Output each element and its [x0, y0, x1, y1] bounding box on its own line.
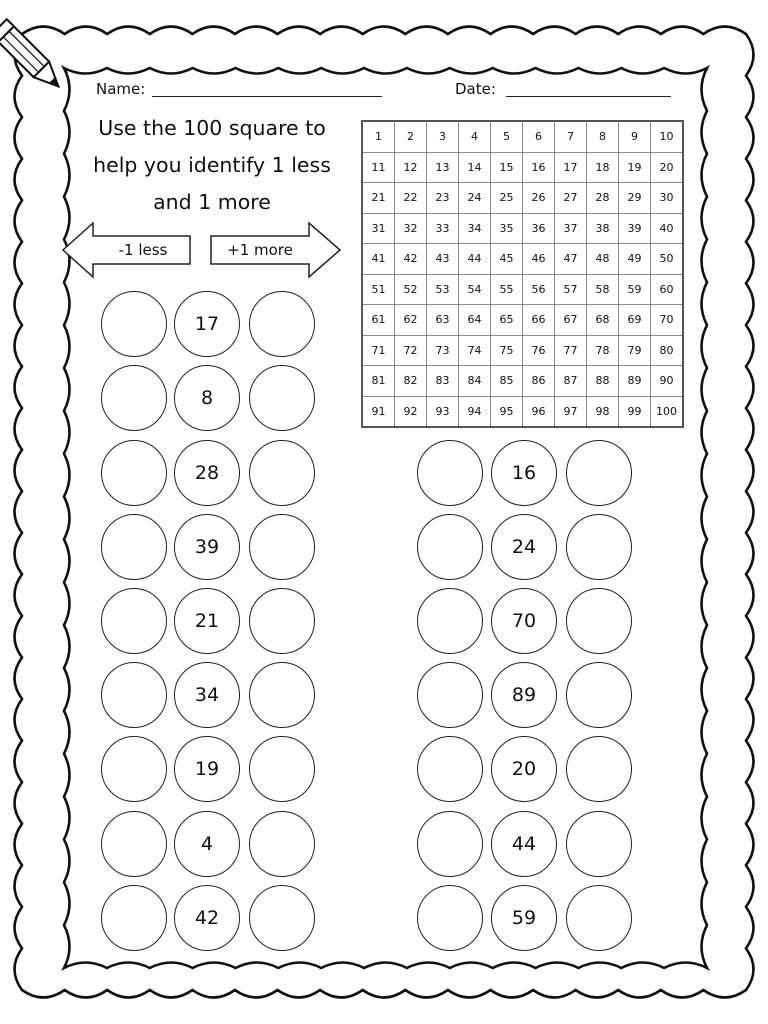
- grid-cell: 73: [427, 335, 459, 366]
- grid-cell: 50: [651, 244, 684, 275]
- grid-cell: 14: [459, 152, 491, 183]
- one-less-answer-circle[interactable]: [417, 440, 483, 506]
- given-number: 21: [194, 610, 220, 632]
- grid-cell: 9: [619, 121, 651, 152]
- grid-cell: 37: [555, 213, 587, 244]
- grid-cell: 48: [587, 244, 619, 275]
- grid-cell: 35: [491, 213, 523, 244]
- grid-cell: 90: [651, 366, 684, 397]
- one-more-answer-circle[interactable]: [249, 514, 315, 580]
- hundred-square: [361, 120, 684, 428]
- grid-row: [362, 274, 683, 305]
- grid-cell: 12: [395, 152, 427, 183]
- one-less-answer-circle[interactable]: [417, 811, 483, 877]
- grid-cell: 79: [619, 335, 651, 366]
- grid-cell: 6: [523, 121, 555, 152]
- grid-cell: 51: [362, 274, 395, 305]
- given-number: 28: [194, 462, 220, 484]
- one-more-answer-circle[interactable]: [566, 440, 632, 506]
- number-circle: [491, 588, 557, 654]
- grid-cell: 99: [619, 396, 651, 427]
- one-less-answer-circle[interactable]: [101, 662, 167, 728]
- one-more-answer-circle[interactable]: [566, 885, 632, 951]
- grid-cell: 63: [427, 305, 459, 336]
- grid-cell: 15: [491, 152, 523, 183]
- grid-cell: 33: [427, 213, 459, 244]
- grid-cell: 93: [427, 396, 459, 427]
- grid-cell: 92: [395, 396, 427, 427]
- number-circle: [491, 662, 557, 728]
- grid-cell: 19: [619, 152, 651, 183]
- grid-cell: 38: [587, 213, 619, 244]
- given-number: 39: [194, 536, 220, 558]
- grid-cell: 44: [459, 244, 491, 275]
- grid-cell: 20: [651, 152, 684, 183]
- grid-cell: 3: [427, 121, 459, 152]
- one-less-answer-circle[interactable]: [101, 588, 167, 654]
- one-more-answer-circle[interactable]: [249, 588, 315, 654]
- grid-row: [362, 244, 683, 275]
- grid-row: [362, 183, 683, 214]
- one-more-answer-circle[interactable]: [566, 736, 632, 802]
- one-less-answer-circle[interactable]: [101, 365, 167, 431]
- one-more-answer-circle[interactable]: [249, 736, 315, 802]
- grid-cell: 46: [523, 244, 555, 275]
- grid-cell: 11: [362, 152, 395, 183]
- grid-cell: 98: [587, 396, 619, 427]
- grid-cell: 67: [555, 305, 587, 336]
- less-arrow-label: -1 less: [118, 241, 168, 259]
- date-label: Date:: [455, 80, 496, 98]
- grid-cell: 61: [362, 305, 395, 336]
- grid-cell: 83: [427, 366, 459, 397]
- grid-cell: 4: [459, 121, 491, 152]
- grid-cell: 87: [555, 366, 587, 397]
- grid-cell: 58: [587, 274, 619, 305]
- grid-cell: 56: [523, 274, 555, 305]
- grid-cell: 77: [555, 335, 587, 366]
- grid-cell: 70: [651, 305, 684, 336]
- grid-cell: 60: [651, 274, 684, 305]
- grid-cell: 65: [491, 305, 523, 336]
- grid-row: [362, 335, 683, 366]
- grid-cell: 66: [523, 305, 555, 336]
- grid-cell: 54: [459, 274, 491, 305]
- grid-cell: 8: [587, 121, 619, 152]
- grid-cell: 86: [523, 366, 555, 397]
- one-more-answer-circle[interactable]: [249, 885, 315, 951]
- grid-cell: 94: [459, 396, 491, 427]
- more-arrow-label: +1 more: [227, 241, 293, 259]
- given-number: 59: [511, 907, 537, 929]
- grid-cell: 24: [459, 183, 491, 214]
- grid-cell: 40: [651, 213, 684, 244]
- grid-cell: 71: [362, 335, 395, 366]
- grid-cell: 85: [491, 366, 523, 397]
- one-more-answer-circle[interactable]: [249, 291, 315, 357]
- grid-cell: 17: [555, 152, 587, 183]
- instruction-line: and 1 more: [153, 190, 271, 214]
- grid-cell: 82: [395, 366, 427, 397]
- grid-cell: 32: [395, 213, 427, 244]
- grid-row: [362, 213, 683, 244]
- grid-cell: 72: [395, 335, 427, 366]
- number-circle: [491, 811, 557, 877]
- grid-row: [362, 152, 683, 183]
- number-circle: [174, 811, 240, 877]
- number-circle: [174, 291, 240, 357]
- given-number: 42: [194, 907, 220, 929]
- given-number: 8: [200, 387, 214, 409]
- grid-cell: 76: [523, 335, 555, 366]
- one-more-answer-circle[interactable]: [249, 365, 315, 431]
- one-more-answer-circle[interactable]: [249, 662, 315, 728]
- grid-cell: 75: [491, 335, 523, 366]
- grid-cell: 96: [523, 396, 555, 427]
- number-circle: [491, 736, 557, 802]
- grid-cell: 21: [362, 183, 395, 214]
- grid-cell: 2: [395, 121, 427, 152]
- name-label: Name:: [96, 80, 146, 98]
- instruction-line: Use the 100 square to: [98, 116, 326, 140]
- grid-cell: 26: [523, 183, 555, 214]
- given-number: 17: [194, 313, 220, 335]
- number-circle: [174, 736, 240, 802]
- number-circle: [491, 440, 557, 506]
- number-circle: [174, 885, 240, 951]
- one-less-answer-circle[interactable]: [101, 440, 167, 506]
- grid-cell: 64: [459, 305, 491, 336]
- one-less-answer-circle[interactable]: [417, 736, 483, 802]
- given-number: 44: [511, 833, 537, 855]
- grid-cell: 84: [459, 366, 491, 397]
- given-number: 20: [511, 758, 537, 780]
- given-number: 24: [511, 536, 537, 558]
- grid-cell: 59: [619, 274, 651, 305]
- number-circle: [174, 365, 240, 431]
- grid-cell: 27: [555, 183, 587, 214]
- name-answer-line[interactable]: [152, 96, 382, 97]
- grid-cell: 30: [651, 183, 684, 214]
- grid-cell: 89: [619, 366, 651, 397]
- grid-cell: 43: [427, 244, 459, 275]
- one-more-answer-circle[interactable]: [249, 811, 315, 877]
- grid-cell: 29: [619, 183, 651, 214]
- one-less-answer-circle[interactable]: [417, 588, 483, 654]
- number-circle: [491, 885, 557, 951]
- grid-cell: 1: [362, 121, 395, 152]
- number-circle: [174, 662, 240, 728]
- instruction-line: help you identify 1 less: [93, 153, 331, 177]
- one-less-answer-circle[interactable]: [101, 736, 167, 802]
- one-more-answer-circle[interactable]: [566, 811, 632, 877]
- grid-cell: 52: [395, 274, 427, 305]
- grid-cell: 81: [362, 366, 395, 397]
- given-number: 34: [194, 684, 220, 706]
- one-less-answer-circle[interactable]: [101, 811, 167, 877]
- number-circle: [174, 440, 240, 506]
- grid-cell: 41: [362, 244, 395, 275]
- grid-cell: 91: [362, 396, 395, 427]
- grid-row: [362, 396, 683, 427]
- given-number: 19: [194, 758, 220, 780]
- grid-row: [362, 305, 683, 336]
- grid-cell: 23: [427, 183, 459, 214]
- grid-cell: 10: [651, 121, 684, 152]
- grid-cell: 31: [362, 213, 395, 244]
- grid-cell: 95: [491, 396, 523, 427]
- grid-cell: 74: [459, 335, 491, 366]
- grid-row: [362, 121, 683, 152]
- grid-cell: 25: [491, 183, 523, 214]
- grid-cell: 5: [491, 121, 523, 152]
- one-less-answer-circle[interactable]: [101, 514, 167, 580]
- one-less-answer-circle[interactable]: [417, 885, 483, 951]
- one-more-answer-circle[interactable]: [566, 514, 632, 580]
- grid-cell: 13: [427, 152, 459, 183]
- grid-cell: 49: [619, 244, 651, 275]
- grid-row: [362, 366, 683, 397]
- grid-cell: 36: [523, 213, 555, 244]
- grid-cell: 47: [555, 244, 587, 275]
- grid-cell: 39: [619, 213, 651, 244]
- grid-cell: 7: [555, 121, 587, 152]
- given-number: 70: [511, 610, 537, 632]
- date-answer-line[interactable]: [506, 96, 671, 97]
- one-less-answer-circle[interactable]: [417, 514, 483, 580]
- grid-cell: 100: [651, 396, 684, 427]
- grid-cell: 28: [587, 183, 619, 214]
- grid-cell: 57: [555, 274, 587, 305]
- one-less-answer-circle[interactable]: [417, 662, 483, 728]
- grid-cell: 69: [619, 305, 651, 336]
- instructions: [62, 110, 362, 221]
- grid-cell: 16: [523, 152, 555, 183]
- number-circle: [174, 588, 240, 654]
- number-circle: [174, 514, 240, 580]
- one-more-answer-circle[interactable]: [566, 662, 632, 728]
- grid-cell: 42: [395, 244, 427, 275]
- grid-cell: 62: [395, 305, 427, 336]
- given-number: 89: [511, 684, 537, 706]
- grid-cell: 53: [427, 274, 459, 305]
- grid-cell: 97: [555, 396, 587, 427]
- grid-cell: 55: [491, 274, 523, 305]
- grid-cell: 22: [395, 183, 427, 214]
- grid-cell: 34: [459, 213, 491, 244]
- grid-cell: 18: [587, 152, 619, 183]
- one-more-answer-circle[interactable]: [566, 588, 632, 654]
- grid-cell: 80: [651, 335, 684, 366]
- one-more-answer-circle[interactable]: [249, 440, 315, 506]
- grid-cell: 78: [587, 335, 619, 366]
- given-number: 4: [200, 833, 214, 855]
- grid-cell: 68: [587, 305, 619, 336]
- number-circle: [491, 514, 557, 580]
- grid-cell: 45: [491, 244, 523, 275]
- grid-cell: 88: [587, 366, 619, 397]
- given-number: 16: [511, 462, 537, 484]
- one-less-answer-circle[interactable]: [101, 291, 167, 357]
- one-less-answer-circle[interactable]: [101, 885, 167, 951]
